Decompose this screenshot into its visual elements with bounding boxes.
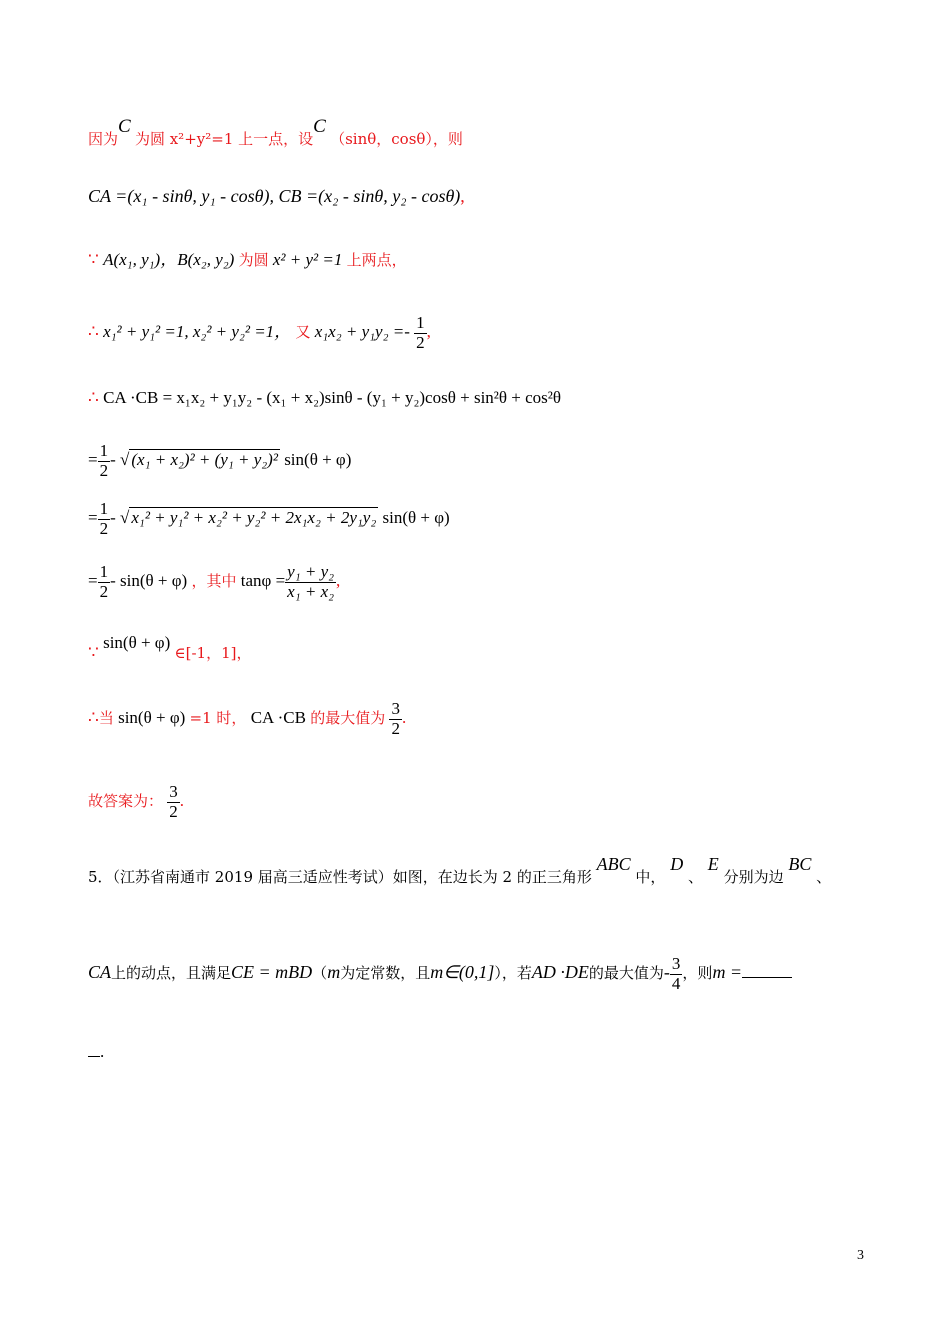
line-3 — [88, 245, 407, 270]
formula: m = — [712, 962, 743, 983]
line-7: = $\frac{1}{2}$ - √ x₁² + y₁² + x₂² + y₂² + 2x₁x₂ + 2y₁y₂ sin(θ + φ) — [88, 499, 450, 538]
formula: sin(θ + φ) — [103, 633, 171, 652]
fraction: $\frac{3}{2}$ — [169, 782, 178, 821]
formula: sin(θ + φ) — [284, 450, 352, 470]
text: 当 — [98, 709, 114, 728]
text: （sinθ，cosθ），则 — [330, 130, 463, 148]
text: 分别为边 — [723, 868, 784, 886]
problem-5-line-2: CA上的动点，且满足CE = mBD（m为定常数，且m∈(0,1]），若AD ·DE的最大值为- $\frac{3}{4}$ ，则m = — [88, 955, 792, 993]
text: 上两点， — [346, 251, 407, 269]
text: 为定常数，且 — [340, 964, 431, 983]
text: 、 — [816, 868, 832, 886]
answer-blank-tail — [88, 1042, 100, 1057]
text: 、 — [687, 868, 703, 886]
formula: sin(θ + φ) — [118, 708, 186, 728]
formula: CE = mBD — [231, 962, 313, 983]
text: 为圆 x²+y²=1 上一点，设 — [134, 130, 314, 148]
formula: x₁x₂ + y₁y₂ =- — [314, 322, 410, 342]
problem-5-line-3: . — [88, 1042, 104, 1062]
var-c: C — [118, 116, 131, 137]
text: 的最大值为 — [588, 964, 664, 983]
text: ），若 — [494, 964, 532, 983]
line-6: = $\frac{1}{2}$ - √ (x₁ + x₂)² + (y₁ + y₂)² sin(θ + φ) — [88, 441, 352, 480]
formula: sin(θ + φ) — [382, 508, 450, 528]
var: E — [707, 854, 719, 874]
fraction: $\frac{1}{2}$ — [99, 441, 109, 480]
fraction: $\frac{1}{2}$ — [99, 562, 109, 601]
formula: CA =(x₁ - sinθ, y₁ - cosθ), CB =(x₂ - sinθ, y₂ - cosθ) — [88, 186, 461, 206]
page-number: 3 — [857, 1248, 864, 1263]
sqrt-expr: (x₁ + x₂)² + (y₁ + y₂)² — [131, 450, 278, 470]
var: ABC — [596, 854, 631, 874]
formula: x² + y² =1 — [272, 250, 343, 269]
therefore-symbol: ∴ — [88, 322, 99, 342]
formula: x₁² + y₁² =1, x₂² + y₂² =1， — [103, 322, 292, 342]
fraction: $\frac{1}{2}$ — [416, 313, 425, 352]
text: 故答案为： — [88, 792, 164, 811]
text: ，其中 — [191, 572, 237, 591]
formula: AD ·DE — [531, 962, 589, 983]
sqrt-expr: x₁² + y₁² + x₂² + y₂² + 2x₁x₂ + 2y₁y₂ — [131, 508, 377, 528]
var-c: C — [313, 116, 326, 137]
text: 上的动点，且满足 — [111, 964, 232, 983]
text: 因为 — [88, 130, 119, 148]
line-2: CA =(x₁ - sinθ, y₁ - cosθ), CB =(x₂ - sinθ, y₂ - cosθ), — [88, 186, 465, 206]
answer-blank — [742, 963, 792, 978]
text: ∈[-1，1]， — [174, 644, 252, 662]
line-1 — [88, 116, 463, 150]
line-9 — [88, 633, 252, 663]
problem-5-line-1 — [88, 854, 832, 887]
line-8: = $\frac{1}{2}$ - sin(θ + φ) ，其中 tanφ = $\frac{\text{y₁ + y₂}}{\text{x₁ + x₂}}$ , — [88, 562, 341, 601]
var: D — [670, 854, 684, 874]
because-symbol: ∵ — [88, 643, 99, 662]
fraction: $\frac{1}{2}$ — [99, 499, 109, 538]
fraction: $\frac{3}{2}$ — [391, 699, 400, 738]
line-11: 故答案为： $\frac{3}{2}$ . — [88, 782, 185, 821]
var: m — [327, 962, 341, 983]
formula: sin(θ + φ) — [120, 571, 188, 591]
therefore-symbol: ∴ — [88, 388, 99, 407]
text: =1 时， — [189, 709, 247, 728]
line-10: ∴当 sin(θ + φ) =1 时， CA ·CB 的最大值为 $\frac{3}{2}$ . — [88, 699, 407, 738]
formula: CA ·CB = x₁x₂ + y₁y₂ - (x₁ + x₂)sinθ - (y₁ + y₂)cosθ + sin²θ + cos²θ — [103, 388, 562, 407]
var: CA — [88, 962, 112, 983]
text: 又 — [295, 323, 311, 342]
fraction: $\frac{\text{y₁ + y₂}}{\text{x₁ + x₂}}$ — [287, 562, 335, 601]
line-5 — [88, 388, 561, 408]
formula: A(x₁, y₁)，B(x₂, y₂) — [103, 250, 235, 269]
fraction: $\frac{3}{4}$ — [671, 954, 681, 993]
therefore-symbol: ∴ — [88, 708, 99, 728]
text: ，则 — [682, 964, 713, 983]
text: 5．（江苏省南通市 2019 届高三适应性考试）如图，在边长为 2 的正三角形 — [88, 868, 592, 886]
var: BC — [788, 854, 812, 874]
line-4: ∴ x₁² + y₁² =1, x₂² + y₂² =1， 又 x₁x₂ + y₁y₂ =- $\frac{1}{2}$ , — [88, 313, 431, 352]
because-symbol: ∵ — [88, 250, 99, 269]
text: 的最大值为 — [310, 709, 386, 728]
formula: tanφ = — [240, 571, 286, 591]
formula: CA ·CB — [250, 708, 306, 728]
formula: m∈(0,1] — [430, 962, 495, 983]
text: 中， — [635, 868, 666, 886]
text: 为圆 — [238, 251, 269, 269]
